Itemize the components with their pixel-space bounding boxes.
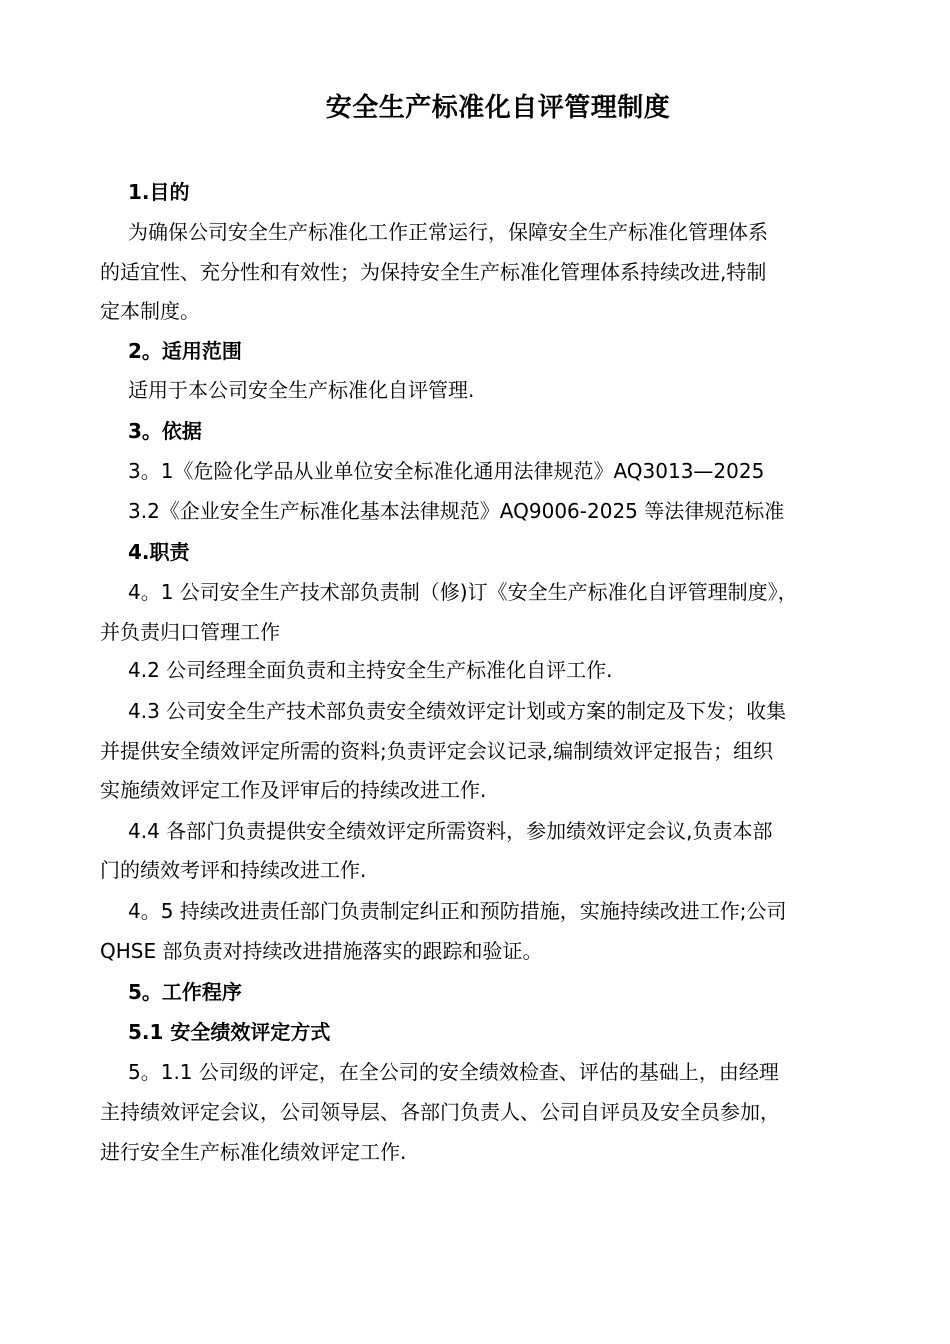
paragraph-line: 4.3 公司安全生产技术部负责安全绩效评定计划或方案的制定及下发；收集 [128,699,787,723]
paragraph-line: QHSE 部负责对持续改进措施落实的跟踪和验证。 [100,939,543,963]
document-title: 安全生产标准化自评管理制度 [325,93,671,123]
paragraph-line: 为确保公司安全生产标准化工作正常运行，保障安全生产标准化管理体系 [128,220,768,244]
paragraph-line: 3。1《危险化学品从业单位安全标准化通用法律规范》AQ3013—2025 [128,459,765,483]
subsection-heading-evaluation-method: 5.1 安全绩效评定方式 [128,1020,331,1044]
paragraph-line: 定本制度。 [100,299,200,323]
paragraph-line: 4.4 各部门负责提供安全绩效评定所需资料，参加绩效评定会议,负责本部 [128,819,773,843]
paragraph-line: 门的绩效考评和持续改进工作. [100,858,367,882]
paragraph-line: 并提供安全绩效评定所需的资料;负责评定会议记录,编制绩效评定报告；组织 [100,739,774,763]
section-heading-purpose: 1.目的 [128,180,190,204]
paragraph-line: 主持绩效评定会议，公司领导层、各部门负责人、公司自评员及安全员参加， [100,1100,780,1124]
paragraph-line: 实施绩效评定工作及评审后的持续改进工作. [100,778,487,802]
section-heading-duties: 4.职责 [128,540,190,564]
paragraph-line: 4。1 公司安全生产技术部负责制（修)订《安全生产标准化自评管理制度》， [128,580,798,604]
section-heading-basis: 3。依据 [128,419,202,443]
paragraph-line: 并负责归口管理工作 [100,620,280,644]
paragraph-line: 5。1.1 公司级的评定，在全公司的安全绩效检查、评估的基础上，由经理 [128,1060,779,1084]
paragraph-line: 的适宜性、充分性和有效性；为保持安全生产标准化管理体系持续改进,特制 [100,260,767,284]
section-heading-procedure: 5。工作程序 [128,980,242,1004]
paragraph-line: 4。5 持续改进责任部门负责制定纠正和预防措施，实施持续改进工作;公司 [128,899,787,923]
paragraph-line: 4.2 公司经理全面负责和主持安全生产标准化自评工作. [128,658,613,682]
section-heading-scope: 2。适用范围 [128,339,242,363]
paragraph-line: 适用于本公司安全生产标准化自评管理. [128,378,475,402]
paragraph-line: 3.2《企业安全生产标准化基本法律规范》AQ9006-2025 等法律规范标准 [128,499,785,523]
paragraph-line: 进行安全生产标准化绩效评定工作. [100,1140,407,1164]
